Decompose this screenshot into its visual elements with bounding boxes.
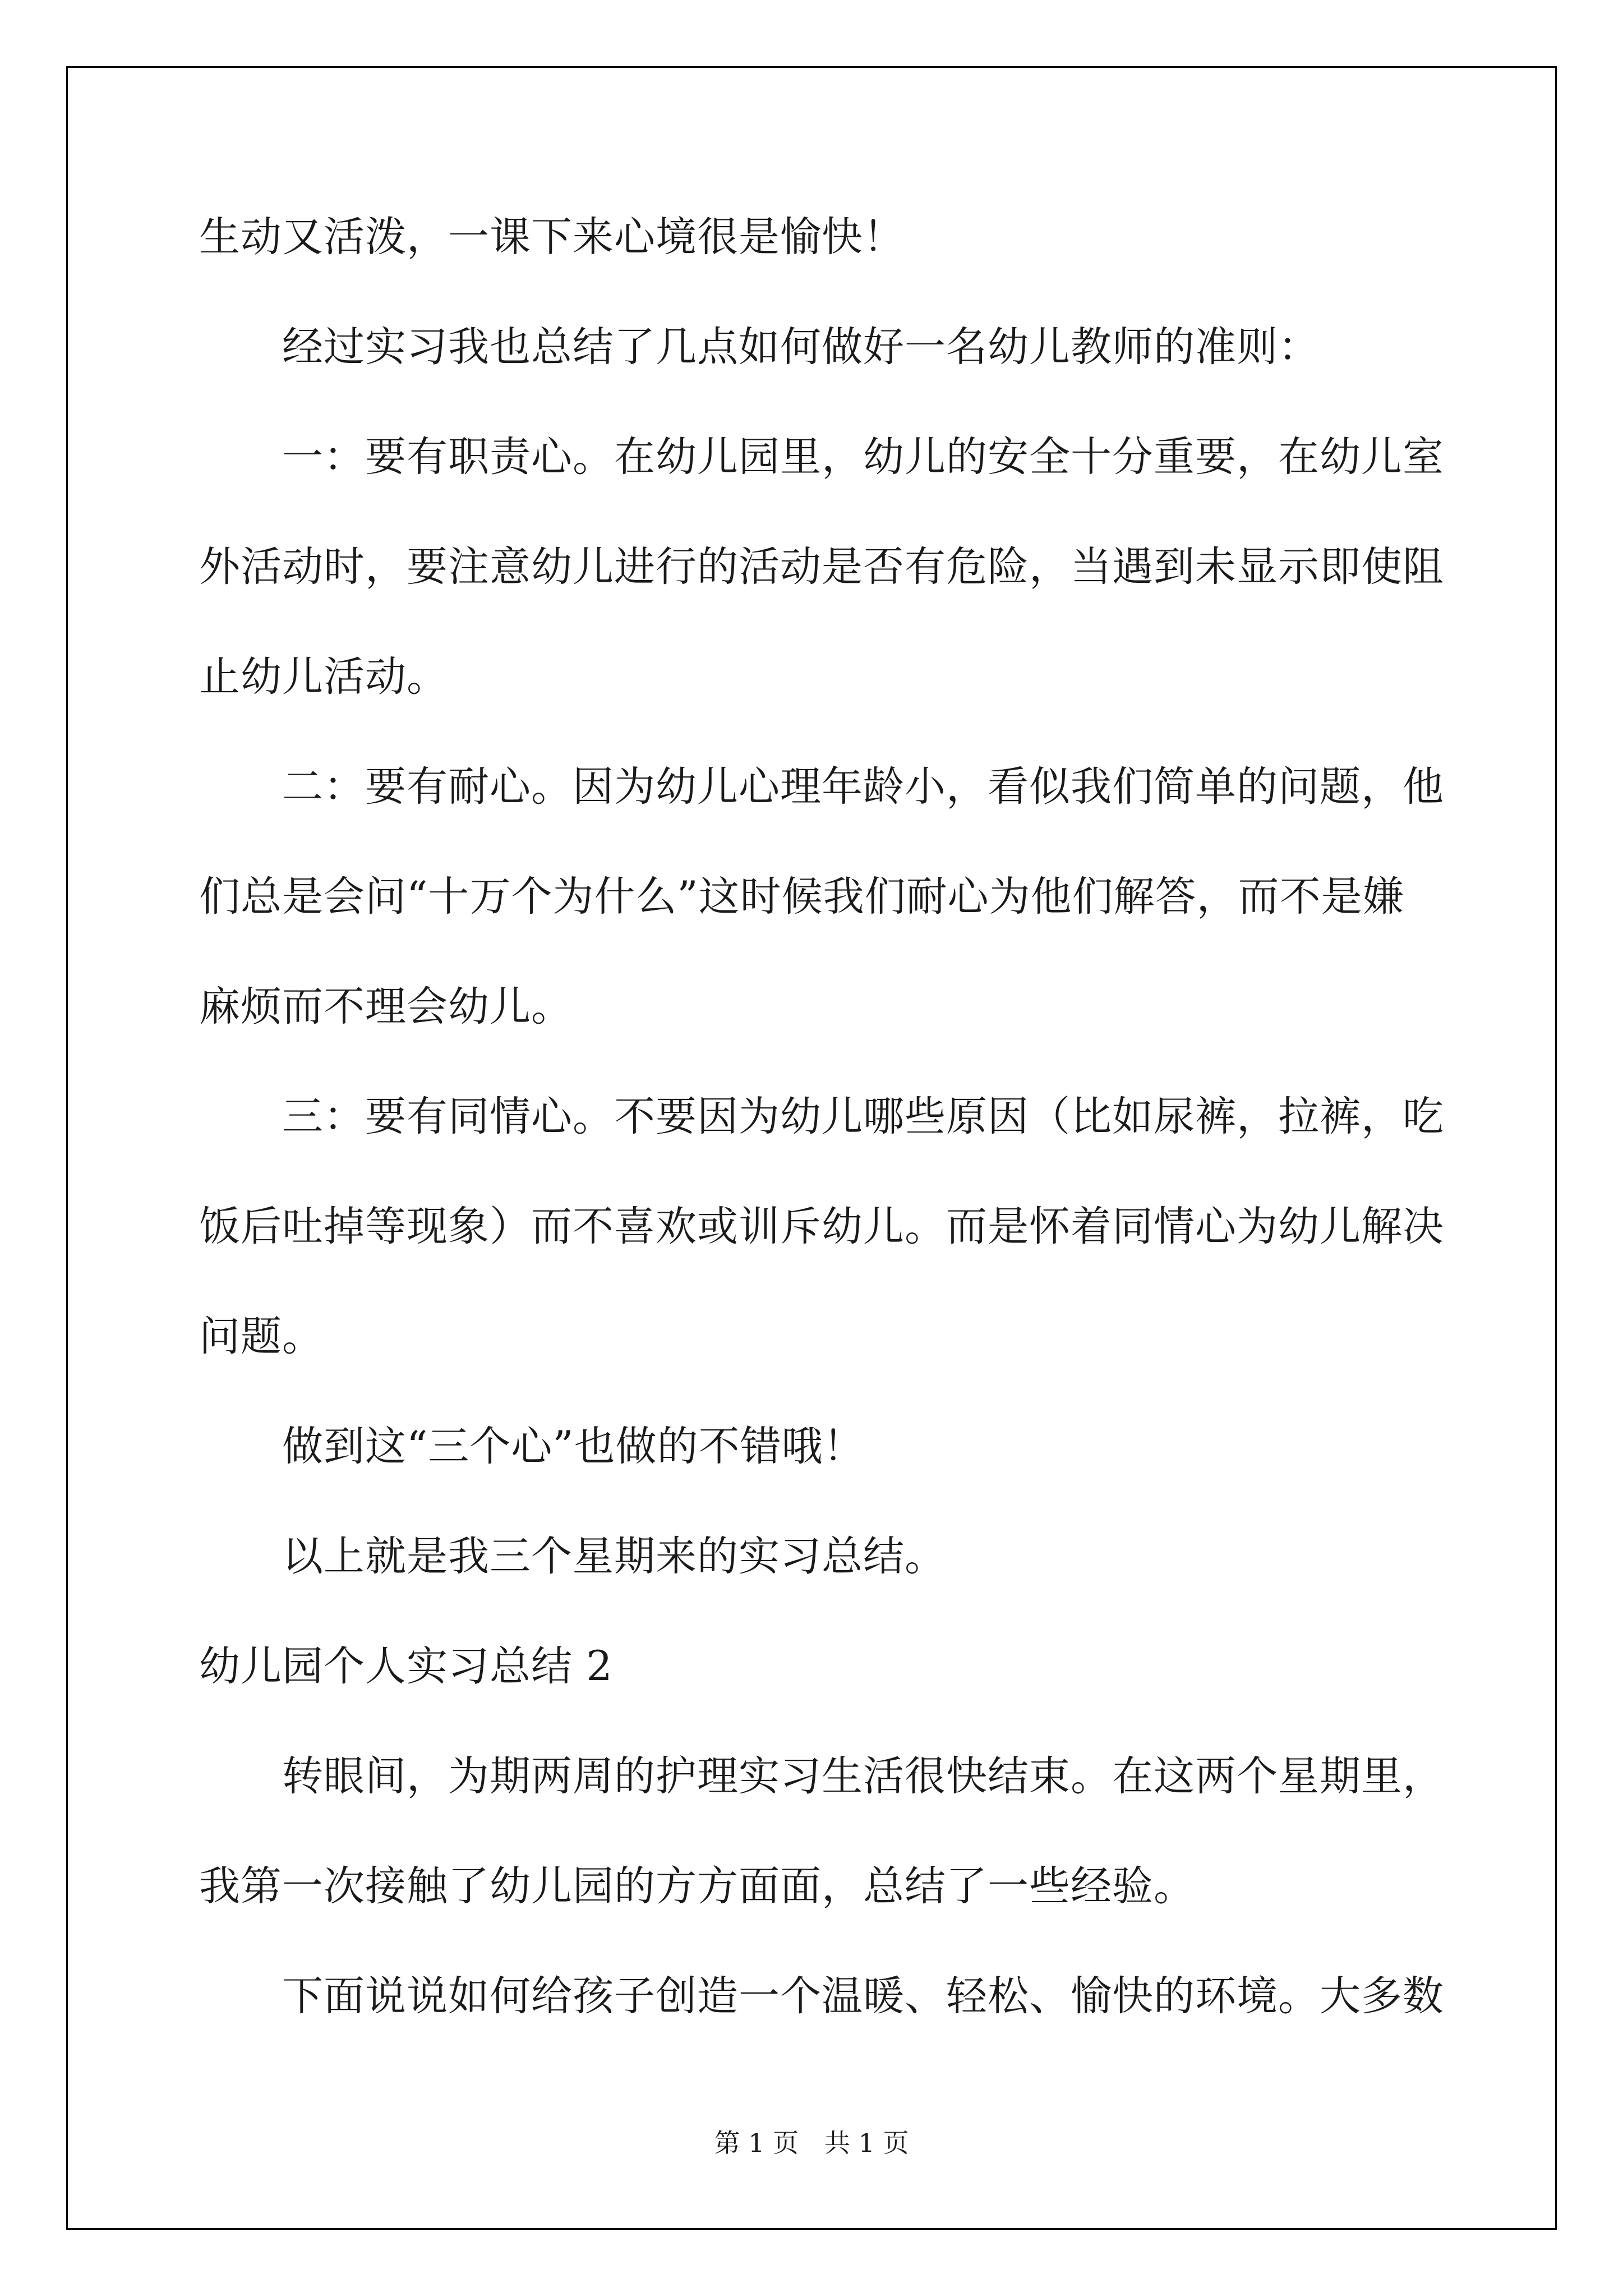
text-line: 做到这“三个心”也做的不错哦！ (282, 1423, 865, 1470)
text-line: 三：要有同情心。不要因为幼儿哪些原因（比如尿裤，拉裤，吃 (282, 1093, 1444, 1140)
text-line: 问题。 (199, 1313, 324, 1360)
text-line: 饭后吐掉等现象）而不喜欢或训斥幼儿。而是怀着同情心为幼儿解决 (199, 1203, 1444, 1250)
text-line: 止幼儿活动。 (199, 653, 448, 701)
text-line: 我第一次接触了幼儿园的方方面面，总结了一些经验。 (199, 1862, 1195, 1910)
text-line: 经过实习我也总结了几点如何做好一名幼儿教师的准则： (282, 323, 1320, 371)
text-line: 麻烦而不理会幼儿。 (199, 983, 573, 1030)
text-line: 们总是会问“十万个为什么”这时候我们耐心为他们解答，而不是嫌 (199, 873, 1404, 921)
page-number-footer: 第 1 页 共 1 页 (714, 2128, 909, 2158)
text-line: 一：要有职责心。在幼儿园里，幼儿的安全十分重要，在幼儿室 (282, 433, 1444, 481)
text-line: 下面说说如何给孩子创造一个温暖、轻松、愉快的环境。大多数 (282, 1972, 1444, 2020)
text-line: 二：要有耐心。因为幼儿心理年龄小，看似我们简单的问题，他 (282, 763, 1444, 811)
section-heading: 幼儿园个人实习总结 2 (199, 1642, 613, 1690)
text-line: 转眼间，为期两周的护理实习生活很快结束。在这两个星期里， (282, 1752, 1444, 1800)
text-line: 生动又活泼，一课下来心境很是愉快！ (199, 213, 905, 261)
text-line: 以上就是我三个星期来的实习总结。 (282, 1533, 946, 1580)
document-body (199, 210, 1444, 2023)
text-line: 外活动时，要注意幼儿进行的活动是否有危险，当遇到未显示即使阻 (199, 543, 1444, 591)
